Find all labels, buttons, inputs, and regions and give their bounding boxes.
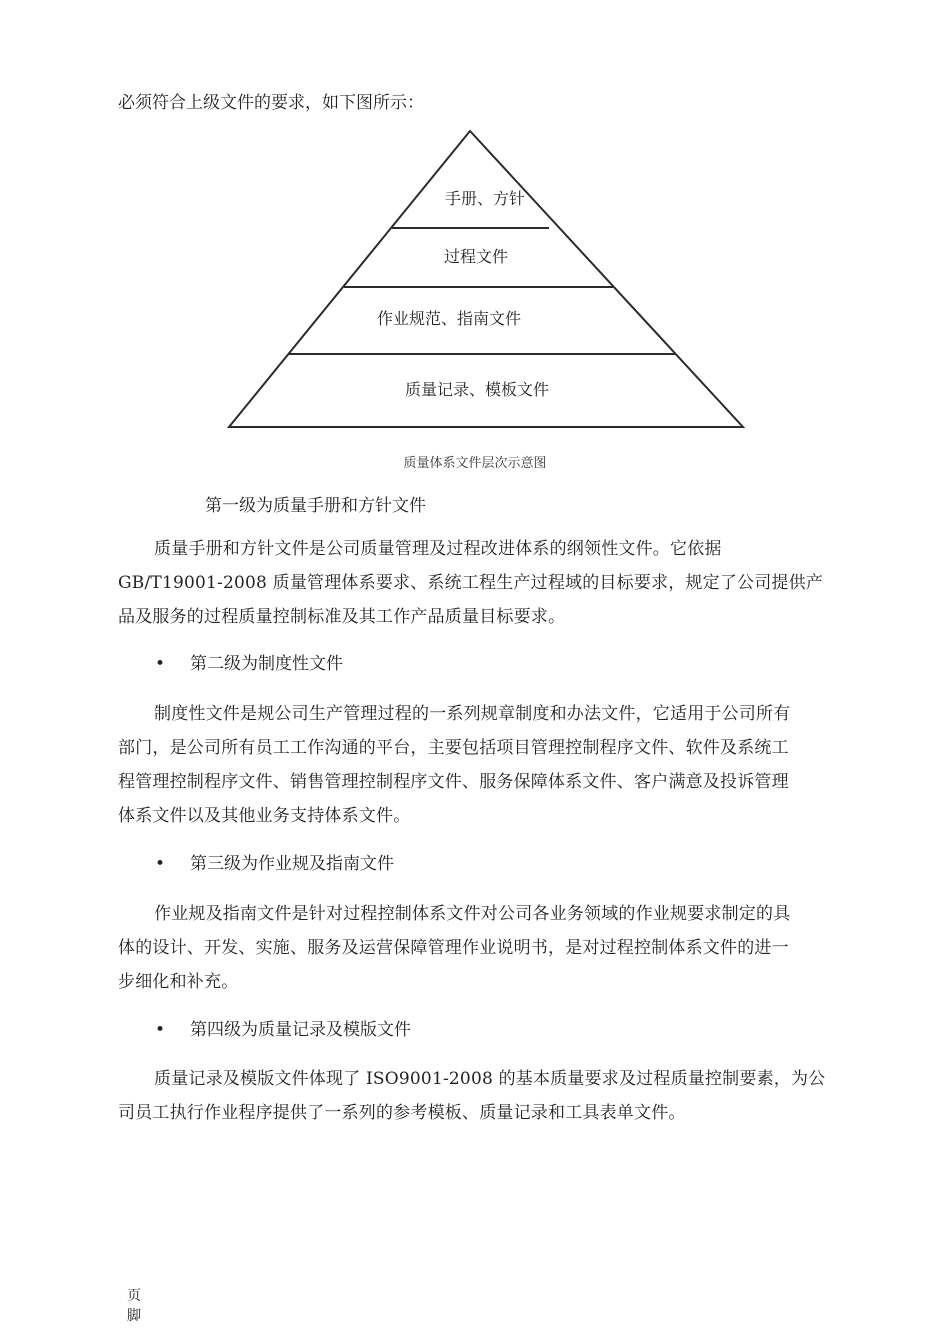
paragraph-line: 司员工执行作业程序提供了一系列的参考模板、质量记录和工具表单文件。 (118, 1103, 686, 1123)
paragraph-line: GB/T19001-2008 质量管理体系要求、系统工程生产过程域的目标要求，规定了公司提供产 (118, 573, 824, 593)
section-4-heading: 第四级为质量记录及模版文件 (190, 1020, 411, 1040)
section-3-heading: 第三级为作业规及指南文件 (190, 854, 394, 874)
section-3-paragraph (118, 897, 830, 999)
paragraph-line: 品及服务的过程质量控制标准及其工作产品质量目标要求。 (118, 607, 566, 627)
bullet-marker: • (155, 1020, 166, 1040)
quality-pyramid-diagram (0, 0, 950, 450)
pyramid-level-3: 作业规范、指南文件 (376, 309, 522, 328)
bullet-marker: • (155, 654, 166, 674)
paragraph-line: 作业规及指南文件是针对过程控制体系文件对公司各业务领域的作业规要求制定的具 (154, 904, 791, 924)
paragraph-line: 质量记录及模版文件体现了 ISO9001-2008 的基本质量要求及过程质量控制要素，为公 (154, 1069, 826, 1089)
pyramid-level-2: 过程文件 (443, 247, 509, 266)
diagram-caption: 质量体系文件层次示意图 (403, 456, 547, 471)
pyramid-level-1: 手册、方针 (444, 189, 526, 208)
paragraph-line: 部门，是公司所有员工工作沟通的平台，主要包括项目管理控制程序文件、软件及系统工 (118, 738, 789, 758)
pyramid-level-4: 质量记录、模板文件 (404, 380, 550, 399)
paragraph-line: 程管理控制程序文件、销售管理控制程序文件、服务保障体系文件、客户满意及投诉管理 (118, 772, 789, 792)
section-1-paragraph (118, 532, 830, 634)
paragraph-line: 体的设计、开发、实施、服务及运营保障管理作业说明书，是对过程控制体系文件的进一 (118, 938, 789, 958)
page-footer: 页脚 (127, 1288, 141, 1324)
section-1-heading: 第一级为质量手册和方针文件 (205, 496, 426, 516)
paragraph-line: 步细化和补充。 (118, 972, 239, 992)
intro-line: 必须符合上级文件的要求，如下图所示： (118, 93, 424, 113)
paragraph-line: 质量手册和方针文件是公司质量管理及过程改进体系的纲领性文件。它依据 (154, 539, 722, 559)
paragraph-line: 制度性文件是规公司生产管理过程的一系列规章制度和办法文件，它适用于公司所有 (154, 704, 791, 724)
section-2-heading: 第二级为制度性文件 (190, 654, 343, 674)
paragraph-line: 体系文件以及其他业务支持体系文件。 (118, 806, 411, 826)
bullet-marker: • (155, 854, 166, 874)
section-2-paragraph (118, 697, 830, 833)
section-4-paragraph (118, 1062, 830, 1130)
